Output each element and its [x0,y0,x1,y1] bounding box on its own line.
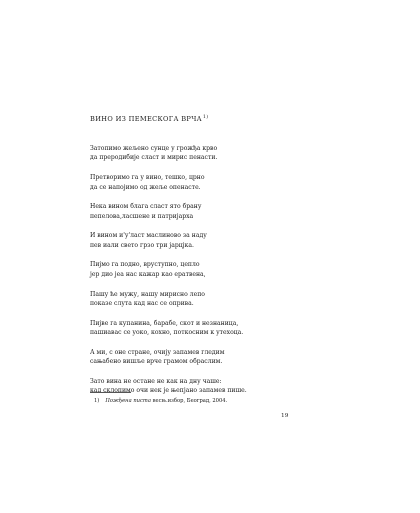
title-footnote-marker: 1) [203,115,209,120]
poem-line: Пијве га купанина, барабе, скот и незнаница, [90,319,239,327]
stanza [90,144,340,163]
poem-line: А ми, с оне стране, очију запамев гледим [90,348,225,356]
poem-line: да се напојимо од жеље опенасте. [90,183,201,191]
stanza [90,202,340,221]
stanza [90,319,340,338]
footnote-separator [90,392,131,393]
poem-line: Зато вина не остане не как на дну чаше: [90,377,222,385]
poem-line: да преродибије сласт и мирис пенасти. [90,154,218,162]
poem-line: пепелова,ласшене и патријарха [90,212,194,220]
stanza [90,231,340,250]
footnote [94,397,227,405]
poem-line: Пијмо га подно, вруступно, цепло [90,261,200,269]
poem-line: кад склопимо очи нек је њепјано запамев пише. [90,387,247,395]
footnote-source-title: Пожђена писта [105,398,151,404]
poem-body [90,144,340,406]
poem-line: показе слута кад нас се оприва. [90,299,194,307]
stanza [90,348,340,367]
poem-line: пашиавас се уоко, кохно, поткосним к утехоца. [90,329,244,337]
poem-line: И вином и'у'ласт маслиново за наду [90,232,207,240]
footnote-source-details: весњ.избор, Београд, 2004. [152,398,228,404]
stanza [90,290,340,309]
poem-line: Пашу ће мужу, нашу мирисно лепо [90,290,205,298]
poem-title [90,114,208,123]
poem-title-text: ВИНО ИЗ ПЕМЕСКОГА ВРЧА [90,115,203,123]
poem-line: Затопимо жељено сунце у грожђа крво [90,145,218,152]
poem-line: Нека вином блага сласт ято брану [90,203,202,211]
stanza [90,260,340,279]
footnote-marker: 1) [94,398,100,404]
poem-line: пев иали свето грзо три јарцјка. [90,241,194,249]
page-number: 19 [281,413,289,419]
stanza [90,173,340,192]
poem-line: јер дио јеа нас кажар као ератвена, [90,270,206,278]
poem-line: Претворимо га у вино, тешко, црно [90,174,205,182]
poem-line: сањабено вишље врче грамом обраслим. [90,358,223,366]
